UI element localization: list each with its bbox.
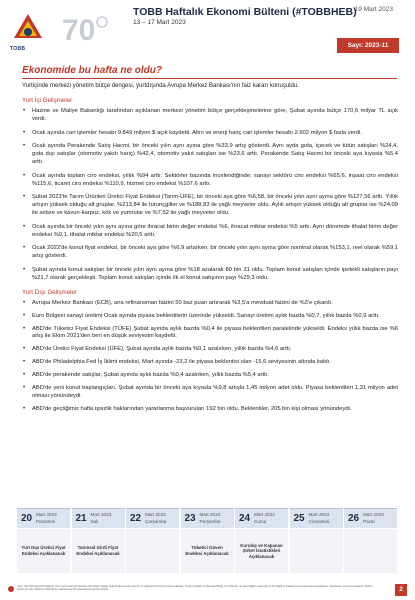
list-item [22,194,398,217]
bulletin-body [22,82,398,419]
70-years-anniversary-mark [60,10,110,46]
bullet-icon: • [23,312,26,319]
calendar-day [235,508,288,572]
calendar-weekday: Çarşamba [145,519,167,524]
list-item [22,372,398,380]
bulletin-date-range: 13 – 17 Mart 2023 [133,19,186,26]
calendar-day [72,508,125,572]
calendar-month: Mart 2023 [254,512,275,517]
list-item [22,143,398,166]
calendar-month: Mart 2023 [199,512,221,517]
bullet-icon: • [23,223,26,230]
calendar-event: Tüketici Güven Endeksi Açıklanacak [185,545,229,556]
calendar-weekday: Pazar [363,519,376,524]
publish-date: 19 Mart 2023 [354,6,393,13]
list-item [22,130,398,138]
bullet-icon: • [23,266,26,273]
list-item-text: ABD'de perakende satışlar, Şubat ayında aylık bazda %0,4 azalırken, yıllık bazda %5,4 arttı. [32,372,269,379]
list-item-text: Ocak ayında cari işlemler hesabı 9.849 milyon $ açık kaydetti. Altın ve enerji hariç cari işlemler hesabı 2.602 milyon $ fazla verdi. [32,129,362,136]
calendar-day [17,508,70,572]
calendar-day-number: 26 [348,513,360,524]
page-number: 2 [395,584,407,596]
list-item [22,385,398,401]
list-item-text: Avrupa Merkez Bankası (ECB), ana refinansman faizini 50 baz puan artırarak %3,5'a mevduat faizini de %3'e çıkardı. [32,299,333,306]
calendar-month: Mart 2023 [90,512,112,517]
list-item [22,224,398,240]
calendar-month: Mart 2023 [36,512,57,517]
bullet-icon: • [23,359,26,366]
bullet-icon: • [23,245,26,252]
list-item-text: Hazine ve Maliye Bakanlığı tarafından açıklanan merkezi yönetim bütçe gerçekleşmelerine göre, Şubat ayında bütçe 170,6 milyar TL açık verdi. [32,108,398,122]
calendar-day [126,508,179,572]
domestic-heading: Yurt İçi Gelişmeler [22,97,73,104]
list-item-text: Şubat 2023'te Tarım Ürünleri Üretici Fiyat Endeksi (Tarım-ÜFE), bir önceki aya göre %6,58, bir önceki yılın aynı ayına göre %127,56 arttı. Yıllık artışın yüksek olduğu alt gruplar, %213,84 ile turunçgiller ve %188,83 ile yağlı meyveler oldu. Aylık artışın yüksek olduğu alt gruplar ise %24,09 ile sebze ve kavun-karpuz, kök ve yumrular ve %7,52 ile yağlı meyveler oldu. [32,194,398,216]
issue-badge: Sayı: 2023-11 [337,38,399,53]
calendar-event: Yurt Dışı Üretici Fiyat Endeksi Açıklanacak [21,545,66,556]
list-item-text: Ocak ayında toplam ciro endeksi, yıllık %94 arttı. Sektörler bazında incelendiğinde; sanayi sektörü ciro endeksi %65,6, inşaat ciro endeksi %115,6, ticaret ciro endeksi %110,9, hizmet ciro endeksi %107,6 arttı. [32,172,398,187]
list-item [22,108,398,124]
list-item-text: Euro Bölgesi sanayi üretimi Ocak ayında piyasa beklentilerin üzerinde yükseldi. Sanayi üretimi aylık bazda %0,7, yıllık bazda %0,9 arttı. [32,312,380,319]
list-item [22,300,398,308]
bullet-icon: • [23,385,26,392]
list-item [22,267,398,283]
bullet-icon: • [23,143,26,150]
bullet-icon: • [23,372,26,379]
calendar-day-number: 22 [130,513,142,524]
calendar-weekday: Perşembe [199,519,221,524]
bullet-icon: • [23,108,26,114]
international-list [22,300,398,414]
intro-text: Yurtiçinde merkezi yönetim bütçe dengesi, yurtdışında Avrupa Merkez Bankası'nın faiz kararı konuşuldu. [22,83,299,89]
calendar-weekday: Cuma [254,519,267,524]
list-item-text: Ocak ayında Perakende Satış Hacmi, bir önceki yılın aynı ayına göre %33,9 artış gösterdi. Aynı ayda gıda, içecek ve tütün satışları %24,4, gıda dışı satışlar (otomotiv yakıtı hariç) %42,4, otomotiv yakıt satışları ise %23,6 arttı. Perakende Satış Hacmi bir önceki aya kıyasla %5,4 arttı. [32,143,398,165]
bulletin-title: TOBB Haftalık Ekonomi Bülteni (#TOBBHEB) [133,6,357,18]
list-item-text: ABD'de Philadelphia Fed İş İklimi endeksi, Mart ayında -23,2 ile piyasa beklentisi olan -15,6 seviyesinin altında kaldı. [32,359,331,366]
list-item [22,346,398,354]
bullet-icon: • [23,346,26,353]
calendar-month: Mart 2023 [363,512,384,517]
bullet-icon: • [23,194,26,201]
anniversary-number: 70 [62,14,96,46]
bullet-icon: • [23,129,26,136]
calendar-day [344,508,397,572]
section-heading: Ekonomide bu hafta ne oldu? [22,65,162,76]
calendar-day [181,508,234,572]
list-item-text: Şubat ayında konut satışları bir önceki yılın aynı ayına göre %18 azalarak 80 bin 31 oldu. Toplam konut satışları içinde ipotekli satışların payı %21,7 olarak gerçekleşti. Toplam konut satışları içinde ilk el konut satışının payı %29,3 oldu. [32,266,398,281]
calendar-month: Mart 2023 [145,512,166,517]
calendar-weekday: Cumartesi [308,519,330,524]
page-header [0,0,415,56]
calendar-day-number: 25 [293,513,305,524]
calendar-day-number: 23 [184,513,196,524]
footer-disclaimer: Uyarı: Bu bültenğinizin bildiğimiz resmi kurumsal yayınlardan elde edilen bilgiler bültenimde sunulan tahmin ve değerlendirmelerde bulunmaktadır. Türkiye Odalar ve Borsalar Birliği, bu bültende yer alan bilgiler nedeniyle ve bu bilgilerin kullanılması sonucunda oluşabilecek zararlardan sorumlu tutulamaz. Bülten içinde yer alan bilgilerin kullanılması halinde kaynak gösterilmesi gerekmektedir. [17,585,373,592]
list-item [22,326,398,342]
list-item-text: ABD'de Tüketici Fiyat Endeksi (TÜFE) Şubat ayında aylık bazda %0,4 ile piyasa beklentileri paralelinde yükseldi. Endeks yıllık bazda ise %6 artış ile Ekim 2021'den beri en düşük seviyesini kaydetti. [32,325,398,340]
list-item-text: Ocak ayında bir önceki yılın aynı ayına göre ihracat birim değer endeksi %6, ihracat miktar endeksi %5 arttı. Aynı dönemde ithalat birim değer endeksi %0,1, ithalat miktar endeksi %20,5 arttı. [32,223,398,238]
list-item-text: ABD'de geçtiğimiz hafta işsizlik haklarından yararlanma başvuruları 192 bin oldu. Beklentiler, 205 bin kişi olması yönündeydi. [32,406,352,413]
list-item [22,173,398,189]
bullet-icon: • [23,172,26,179]
list-item [22,359,398,367]
calendar-event: Tarımsal Girdi Fiyat Endeksi Açıklanacak [76,545,120,556]
calendar-weekday: Salı [90,519,99,524]
calendar-month: Mart 2023 [308,512,330,517]
list-item [22,245,398,261]
calendar-weekday: Pazartesi [36,519,56,524]
bullet-icon: • [23,325,26,332]
calendar-day-number: 24 [239,513,251,524]
list-item [22,406,398,414]
calendar-day-number: 21 [75,513,87,524]
bullet-icon: • [23,406,26,413]
heading-divider [22,78,397,79]
list-item-text: Ocak 2022'de konut fiyat endeksi, bir önceki aya göre %6,9 artarken, bir önceki yılın aynı ayına göre nominal olarak %153,1, reel olarak %59,1 artış gösterdi. [32,245,398,260]
tobb-wordmark: TOBB [10,46,26,52]
calendar-day [290,508,343,572]
list-item-text: ABD'de yeni konut başlangıçları, Şubat ayında bir önceki aya kıyasla %9,8 artışla 1,45 milyon adet oldu. Piyasa beklentileri 1,31 milyon adet olması yönündeydi. [32,385,398,400]
tobb-footer-icon [8,586,14,592]
calendar-event: Kuruluş ve Kapanan Şirket İstatistikleri Açıklanacak [240,542,283,559]
list-item-text: ABD'de Üretici Fiyat Endeksi (ÜFE), Şubat ayında aylık bazda %0,1 azalırken, yıllık bazda %4,6 arttı. [32,346,292,353]
calendar-day-number: 20 [21,513,33,524]
page-footer [0,582,415,600]
domestic-list [22,108,398,283]
list-item [22,313,398,321]
international-heading: Yurt Dışı Gelişmeler [22,288,78,296]
weekly-calendar [17,508,397,572]
tobb-logo-icon [10,12,46,46]
bullet-icon: • [23,299,26,306]
